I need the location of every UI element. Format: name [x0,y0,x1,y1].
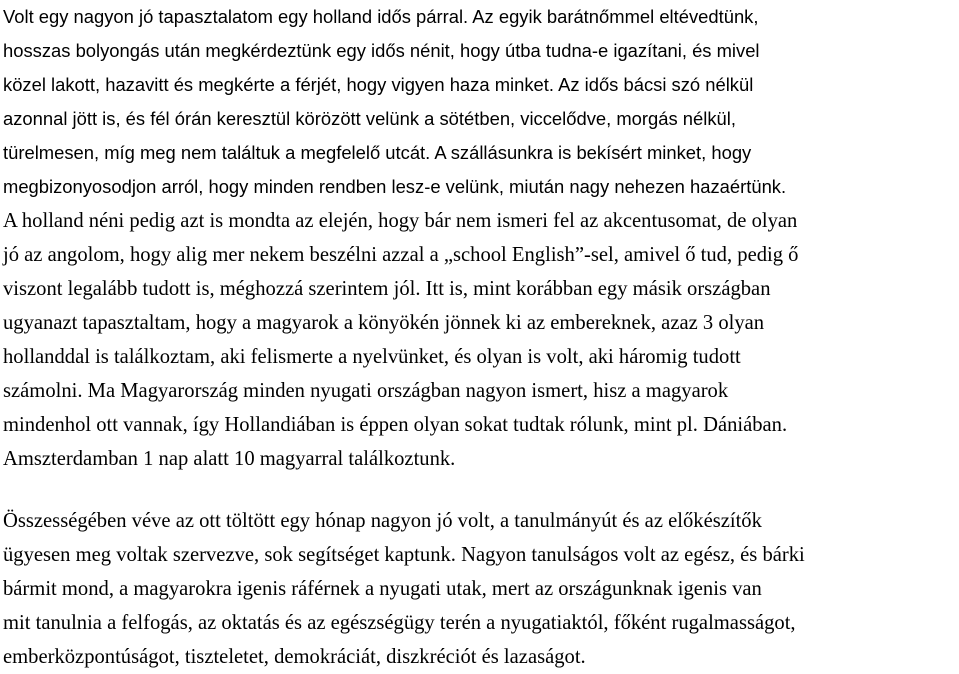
text-line: mit tanulnia a felfogás, az oktatás és az egészségügy terén a nyugatiaktól, főként rugalmasságot, [3,612,796,634]
text-line: ügyesen meg voltak szervezve, sok segítséget kaptunk. Nagyon tanulságos volt az egész, és bárki [3,544,805,566]
text-line: hollanddal is találkoztam, aki felismerte a nyelvünket, és olyan is volt, aki háromig tudott [3,346,741,368]
text-line: türelmesen, míg meg nem találtuk a megfelelő utcát. A szállásunkra is bekísért minket, hogy [3,142,752,163]
text-line: megbizonyosodjon arról, hogy minden rendben lesz-e velünk, miután nagy nehezen hazaértünk. [3,176,787,197]
text-line: közel lakott, hazavitt és megkérte a férjét, hogy vigyen haza minket. Az idős bácsi szó nélkül [3,74,754,95]
text-line: azonnal jött is, és fél órán keresztül körözött velünk a sötétben, viccelődve, morgás nélkül, [3,108,736,129]
text-line: ugyanazt tapasztaltam, hogy a magyarok a könyökén jönnek ki az embereknek, azaz 3 olyan [3,312,765,334]
text-line: viszont legalább tudott is, méghozzá szerintem jól. Itt is, mint korábban egy másik országban [3,278,771,300]
document-page [3,0,958,674]
text-line: Amszterdamban 1 nap alatt 10 magyarral találkoztunk. [3,448,456,470]
paragraph-experience [3,0,958,476]
text-line: jó az angolom, hogy alig mer nekem beszélni azzal a „school English”-sel, amivel ő tud, pedig ő [3,244,799,266]
text-line: Összességében véve az ott töltött egy hónap nagyon jó volt, a tanulmányút és az előkészítők [3,510,762,532]
text-line: számolni. Ma Magyarország minden nyugati országban nagyon ismert, hisz a magyarok [3,380,729,402]
text-line: Volt egy nagyon jó tapasztalatom egy holland idős párral. Az egyik barátnőmmel eltévedtünk, [3,6,759,27]
text-line: mindenhol ott vannak, így Hollandiában is éppen olyan sokat tudtak rólunk, mint pl. Dániában. [3,414,788,436]
paragraph-summary [3,504,958,674]
text-line: hosszas bolyongás után megkérdeztünk egy idős nénit, hogy útba tudna-e igazítani, és mivel [3,40,760,61]
text-line: emberközpontúságot, tiszteletet, demokráciát, diszkréciót és lazaságot. [3,646,586,668]
text-line: A holland néni pedig azt is mondta az elején, hogy bár nem ismeri fel az akcentusomat, de olyan [3,210,798,232]
text-line: bármit mond, a magyarokra igenis ráférnek a nyugati utak, mert az országunknak igenis van [3,578,762,600]
paragraph-spacer [3,476,958,504]
